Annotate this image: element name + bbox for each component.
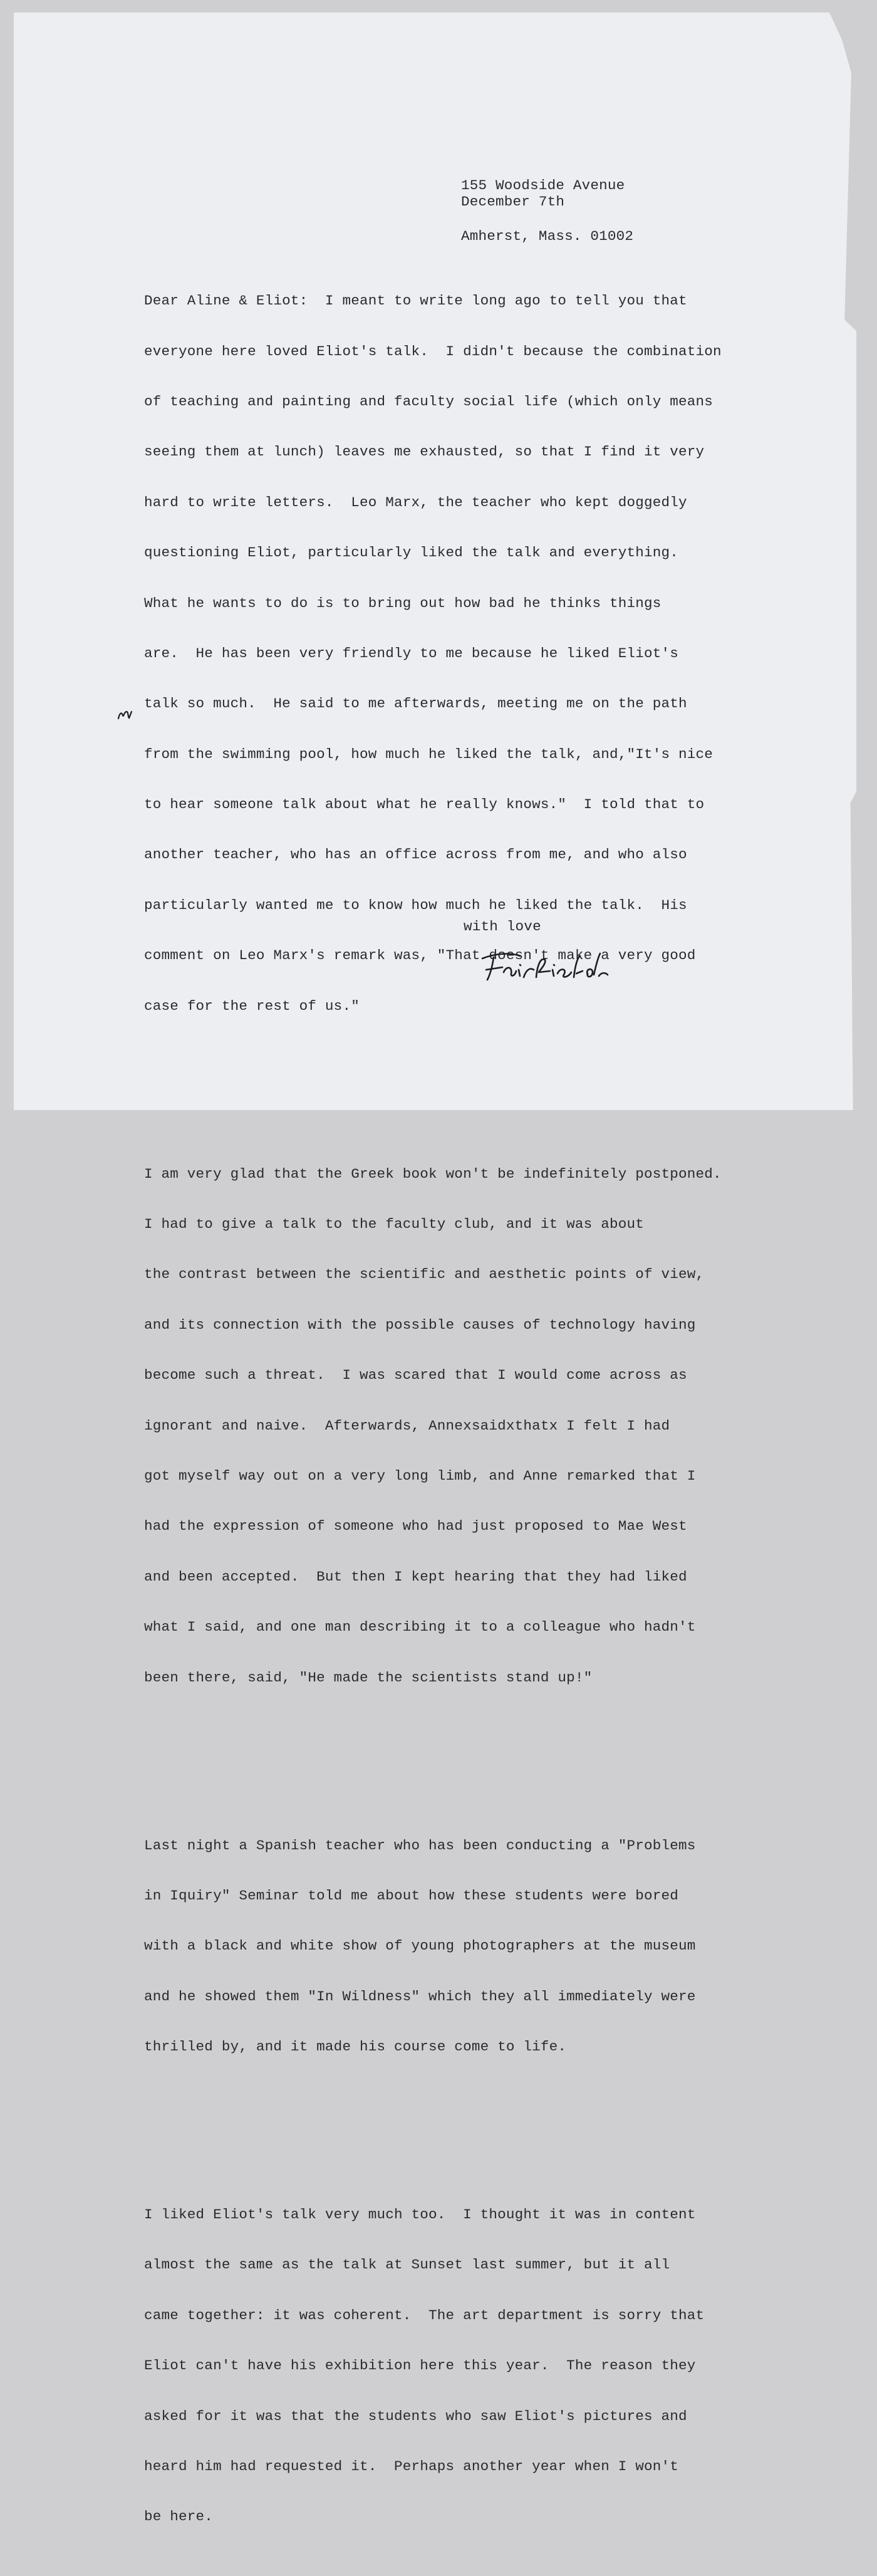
paragraph	[144, 1804, 722, 2089]
text-line: talk so much. He said to me afterwards, meeting me on the path	[144, 695, 687, 712]
text-line: everyone here loved Eliot's talk. I didn't because the combination	[144, 343, 722, 360]
text-line: What he wants to do is to bring out how bad he thinks things	[144, 595, 662, 611]
text-line: and he showed them "In Wildness" which they all immediately were	[144, 1988, 696, 2005]
address-line: 155 Woodside Avenue	[461, 177, 625, 194]
text-line: particularly wanted me to know how much he liked the talk. His	[144, 896, 687, 913]
text-line: Last night a Spanish teacher who has been conducting a "Problems	[144, 1837, 696, 1854]
text-line: another teacher, who has an office across from me, and who also	[144, 846, 687, 863]
closing: with love	[464, 918, 541, 935]
paragraph	[144, 259, 722, 1048]
margin-mark	[117, 708, 133, 720]
paragraph-gap	[144, 1753, 722, 1770]
text-line: ignorant and naive. Afterwards, Annexsaidxthatx I felt I had	[144, 1417, 670, 1434]
text-line: came together: it was coherent. The art department is sorry that	[144, 2307, 705, 2324]
text-line: case for the rest of us."	[144, 997, 360, 1014]
paragraph	[144, 1132, 722, 1720]
text-line: the contrast between the scientific and aesthetic points of view,	[144, 1266, 705, 1283]
text-line: I liked Eliot's talk very much too. I thought it was in content	[144, 2206, 696, 2223]
text-line: heard him had requested it. Perhaps another year when I won't	[144, 2458, 679, 2475]
text-line: had the expression of someone who had just proposed to Mae West	[144, 1518, 687, 1535]
text-line: I had to give a talk to the faculty club, and it was about	[144, 1216, 644, 1233]
text-line: seeing them at lunch) leaves me exhausted, so that I find it very	[144, 444, 705, 460]
text-line: been there, said, "He made the scientists stand up!"	[144, 1669, 593, 1686]
margin-annotation	[117, 708, 133, 724]
text-line: become such a threat. I was scared that I would come across as	[144, 1367, 687, 1384]
address-line: Amherst, Mass. 01002	[461, 228, 634, 244]
text-line: Dear Aline & Eliot: I meant to write long ago to tell you that	[144, 293, 687, 309]
text-line: Eliot can't have his exhibition here this year. The reason they	[144, 2357, 696, 2374]
text-line: thrilled by, and it made his course come to life.	[144, 2038, 567, 2055]
letter-date: December 7th	[461, 194, 565, 210]
text-line: got myself way out on a very long limb, and Anne remarked that I	[144, 1467, 696, 1484]
text-line: questioning Eliot, particularly liked the talk and everything.	[144, 544, 679, 561]
text-line: in Iquiry" Seminar told me about how these students were bored	[144, 1887, 679, 1904]
text-line: asked for it was that the students who saw Eliot's pictures and	[144, 2407, 687, 2424]
text-line: of teaching and painting and faculty social life (which only means	[144, 393, 714, 410]
handwritten-signature	[476, 945, 620, 992]
letter-body	[144, 226, 722, 2576]
text-line: and its connection with the possible causes of technology having	[144, 1316, 696, 1333]
text-line: with a black and white show of young photographers at the museum	[144, 1938, 696, 1955]
text-line: are. He has been very friendly to me because he liked Eliot's	[144, 645, 679, 662]
text-line: hard to write letters. Leo Marx, the teacher who kept doggedly	[144, 494, 687, 511]
text-line: to hear someone talk about what he really knows." I told that to	[144, 796, 705, 813]
text-line: from the swimming pool, how much he liked the talk, and,"It's nice	[144, 745, 714, 762]
paragraph	[144, 2173, 722, 2558]
text-line: almost the same as the talk at Sunset last summer, but it all	[144, 2257, 670, 2273]
text-line: I am very glad that the Greek book won't be indefinitely postponed.	[144, 1165, 722, 1182]
signature-mark	[476, 945, 620, 989]
paragraph-gap	[144, 2122, 722, 2139]
text-line: what I said, and one man describing it to a colleague who hadn't	[144, 1619, 696, 1636]
paragraph-gap	[144, 1082, 722, 1099]
text-line: comment on Leo Marx's remark was, "That doesn't make a very good	[144, 947, 696, 964]
text-line: be here.	[144, 2508, 214, 2525]
text-line: and been accepted. But then I kept hearing that they had liked	[144, 1568, 687, 1585]
